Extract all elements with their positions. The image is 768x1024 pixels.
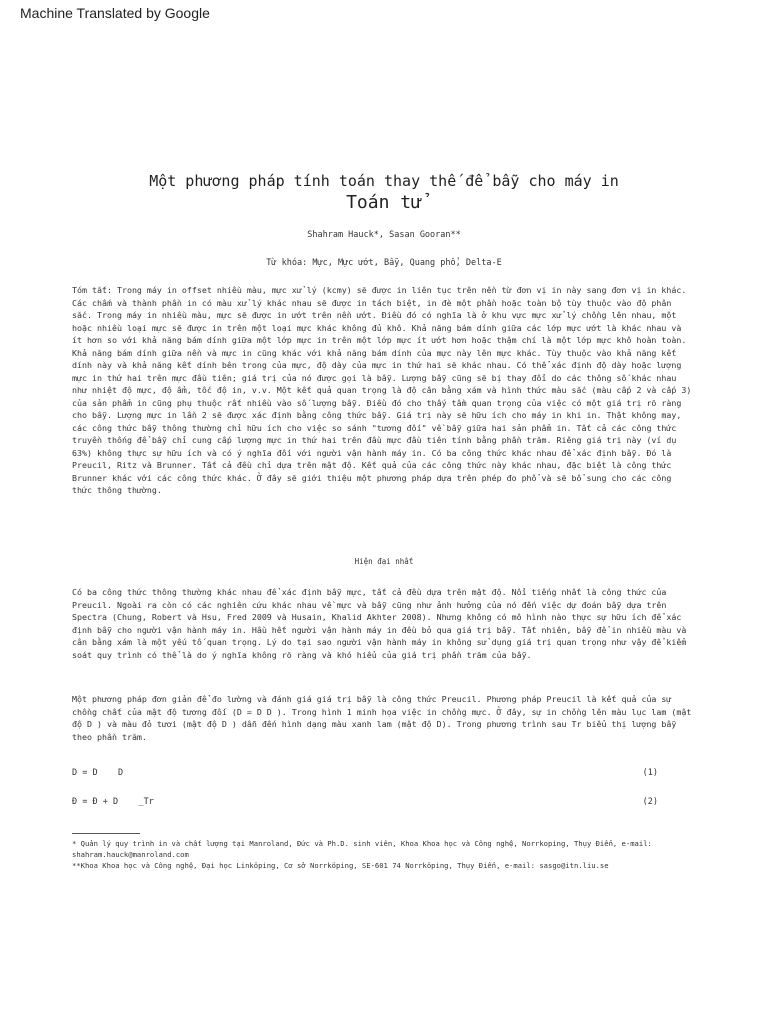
footnote-1: * Quản lý quy trình in và chất lượng tại Manroland, Đức và Ph.D. sinh viên, Khoa Khoa học và Công nghệ, Norrkoping, Thụy Điển, e-mail: shahram.hauck@manroland.com [72,839,652,859]
body-paragraph-1: Có ba công thức thông thường khác nhau để xác định bẫy mực, tất cả đều dựa trên mật độ. Nổi tiếng nhất là công thức của Preucil. Ngoài ra còn có các nghiên cứu khác nhau về mực và bẫy cũng như ảnh hưởng của nó đến việc dự đoán bẫy dựa trên Spectra (Chung, Robert và Hsu, Fred 2009 và Husain, Khalid Akhter 2008). Nhưng không có mô hình nào thực sự hữu ích để xác định bẫy cho người vận hành máy in. Hầu hết người vận hành máy in đều bỏ qua giá trị bẫy. Tất nhiên, bẫy để in nhiều màu và cân bằng xám là một yếu tố quan trọng. Lý do tại sao người vận hành máy in không sử dụng giá trị quan trọng như vậy để kiểm soát quy trình có thể là do ý nghĩa không rõ ràng và khó hiểu của giá trị phần trăm của bẫy. [72,587,687,660]
document-title-line-1: Một phương pháp tính toán thay thế để bẫy cho máy in [149,172,619,190]
equation-1-number: (1) [642,768,658,778]
authors: Shahram Hauck*, Sasan Gooran** [307,230,461,240]
footnote-2: **Khoa Khoa học và Công nghệ, Đại học Linköping, Cơ sở Norrköping, SE-601 74 Norrköping, Thụy Điển, e-mail: sasgo@itn.liu.se [72,861,609,870]
document-title-line-2: Toán tử [346,192,422,213]
machine-translation-banner: Machine Translated by Google [20,5,210,21]
footnote-divider [72,833,140,834]
section-heading: Hiện đại nhất [354,557,414,566]
equation-1-expression: D = D D [72,768,124,778]
body-paragraph-2: Một phương pháp đơn giản để đo lường và đánh giá giá trị bẫy là công thức Preucil. Phương pháp Preucil là kết quả của sự chồng chất của mật độ tương đối (D = D D ). Trong hình 1 minh họa việc in chồng mực. Ở đây, sự in chồng lên màu lục lam (mật độ D ) và màu đỏ tươi (mật độ D ) dẫn đến hình dạng màu xanh lam (mật độ D). Trong phương trình sau Tr biểu thị lượng bẫy theo phần trăm. [72,694,692,742]
equation-2-expression: Đ = Đ + D _Tr [72,797,154,807]
abstract-paragraph: Tóm tắt: Trong máy in offset nhiều màu, mực xử lý (kcmy) sẽ được in liên tục trên nền từ đơn vị in này sang đơn vị in khác. Các chấm và thành phần in có màu xử lý khác nhau sẽ được in tách biệt, in đè một phần hoặc toàn bộ tùy thuộc vào độ phân sắc. Trong máy in nhiều màu, mực sẽ được in ướt trên nền ướt. Điều đó có nghĩa là ở khu vực mực xử lý chồng lên nhau, một hoặc nhiều loại mực sẽ được in trên một loại mực khác không đủ khô. Khả năng bám dính giữa các lớp mực ướt là khác nhau và ít hơn so với khả năng bám dính giữa một lớp mực in trên một lớp mực ít ướt hơn hoặc thậm chí là một lớp mực khô hoàn toàn. Khả năng bám dính giữa nền và mực in cũng khác với khả năng bám dính của mực này lên mực khác. Tùy thuộc vào khả năng kết dính này và khả năng kết dính bên trong của mực, độ dày của mực in thứ hai sẽ khác nhau. Có thể xác định độ dày hoặc lượng mực in thứ hai trên mực đầu tiên; giá trị của nó được gọi là bẫy. Lượng bẫy cũng sẽ bị thay đổi do các thông số khác nhau như nhiệt độ mực, độ ẩm, tốc độ in, v.v. Một kết quả quan trọng là độ cân bằng xám và hình thức màu sắc (màu cấp 2 và cấp 3) của sản phẩm in cũng phụ thuộc rất nhiều vào số lượng bẫy. Điều đó cho thấy tầm quan trọng của việc có một giá trị rõ ràng cho bẫy. Lượng mực in lần 2 sẽ được xác định bằng công thức bẫy. Giá trị này sẽ hữu ích cho máy in khi in. Thật không may, các công thức bẫy thông thường chỉ hữu ích cho việc so sánh "tương đối" về bẫy giữa hai sản phẩm in. Tất cả các công thức truyền thống để bẫy chỉ cung cấp lượng mực in thứ hai trên đầu mực đầu tiên tính bằng phần trăm. Riêng giá trị này (ví dụ 63%) không thực sự hữu ích và có ý nghĩa đối với người vận hành máy in. Có ba công thức khác nhau để xác định bẫy. Đó là Preucil, Ritz và Brunner. Tất cả đều chỉ dựa trên mật độ. Kết quả của các công thức này khác nhau, đặc biệt là công thức Brunner khác với các công thức khác. Ở đây sẽ giới thiệu một phương pháp dựa trên phép đo phổ và sẽ bổ sung cho các công thức thông thường. [72,285,692,495]
keywords: Từ khóa: Mực, Mực ướt, Bẫy, Quang phổ, Delta-E [266,258,502,268]
equation-2-number: (2) [642,797,658,807]
